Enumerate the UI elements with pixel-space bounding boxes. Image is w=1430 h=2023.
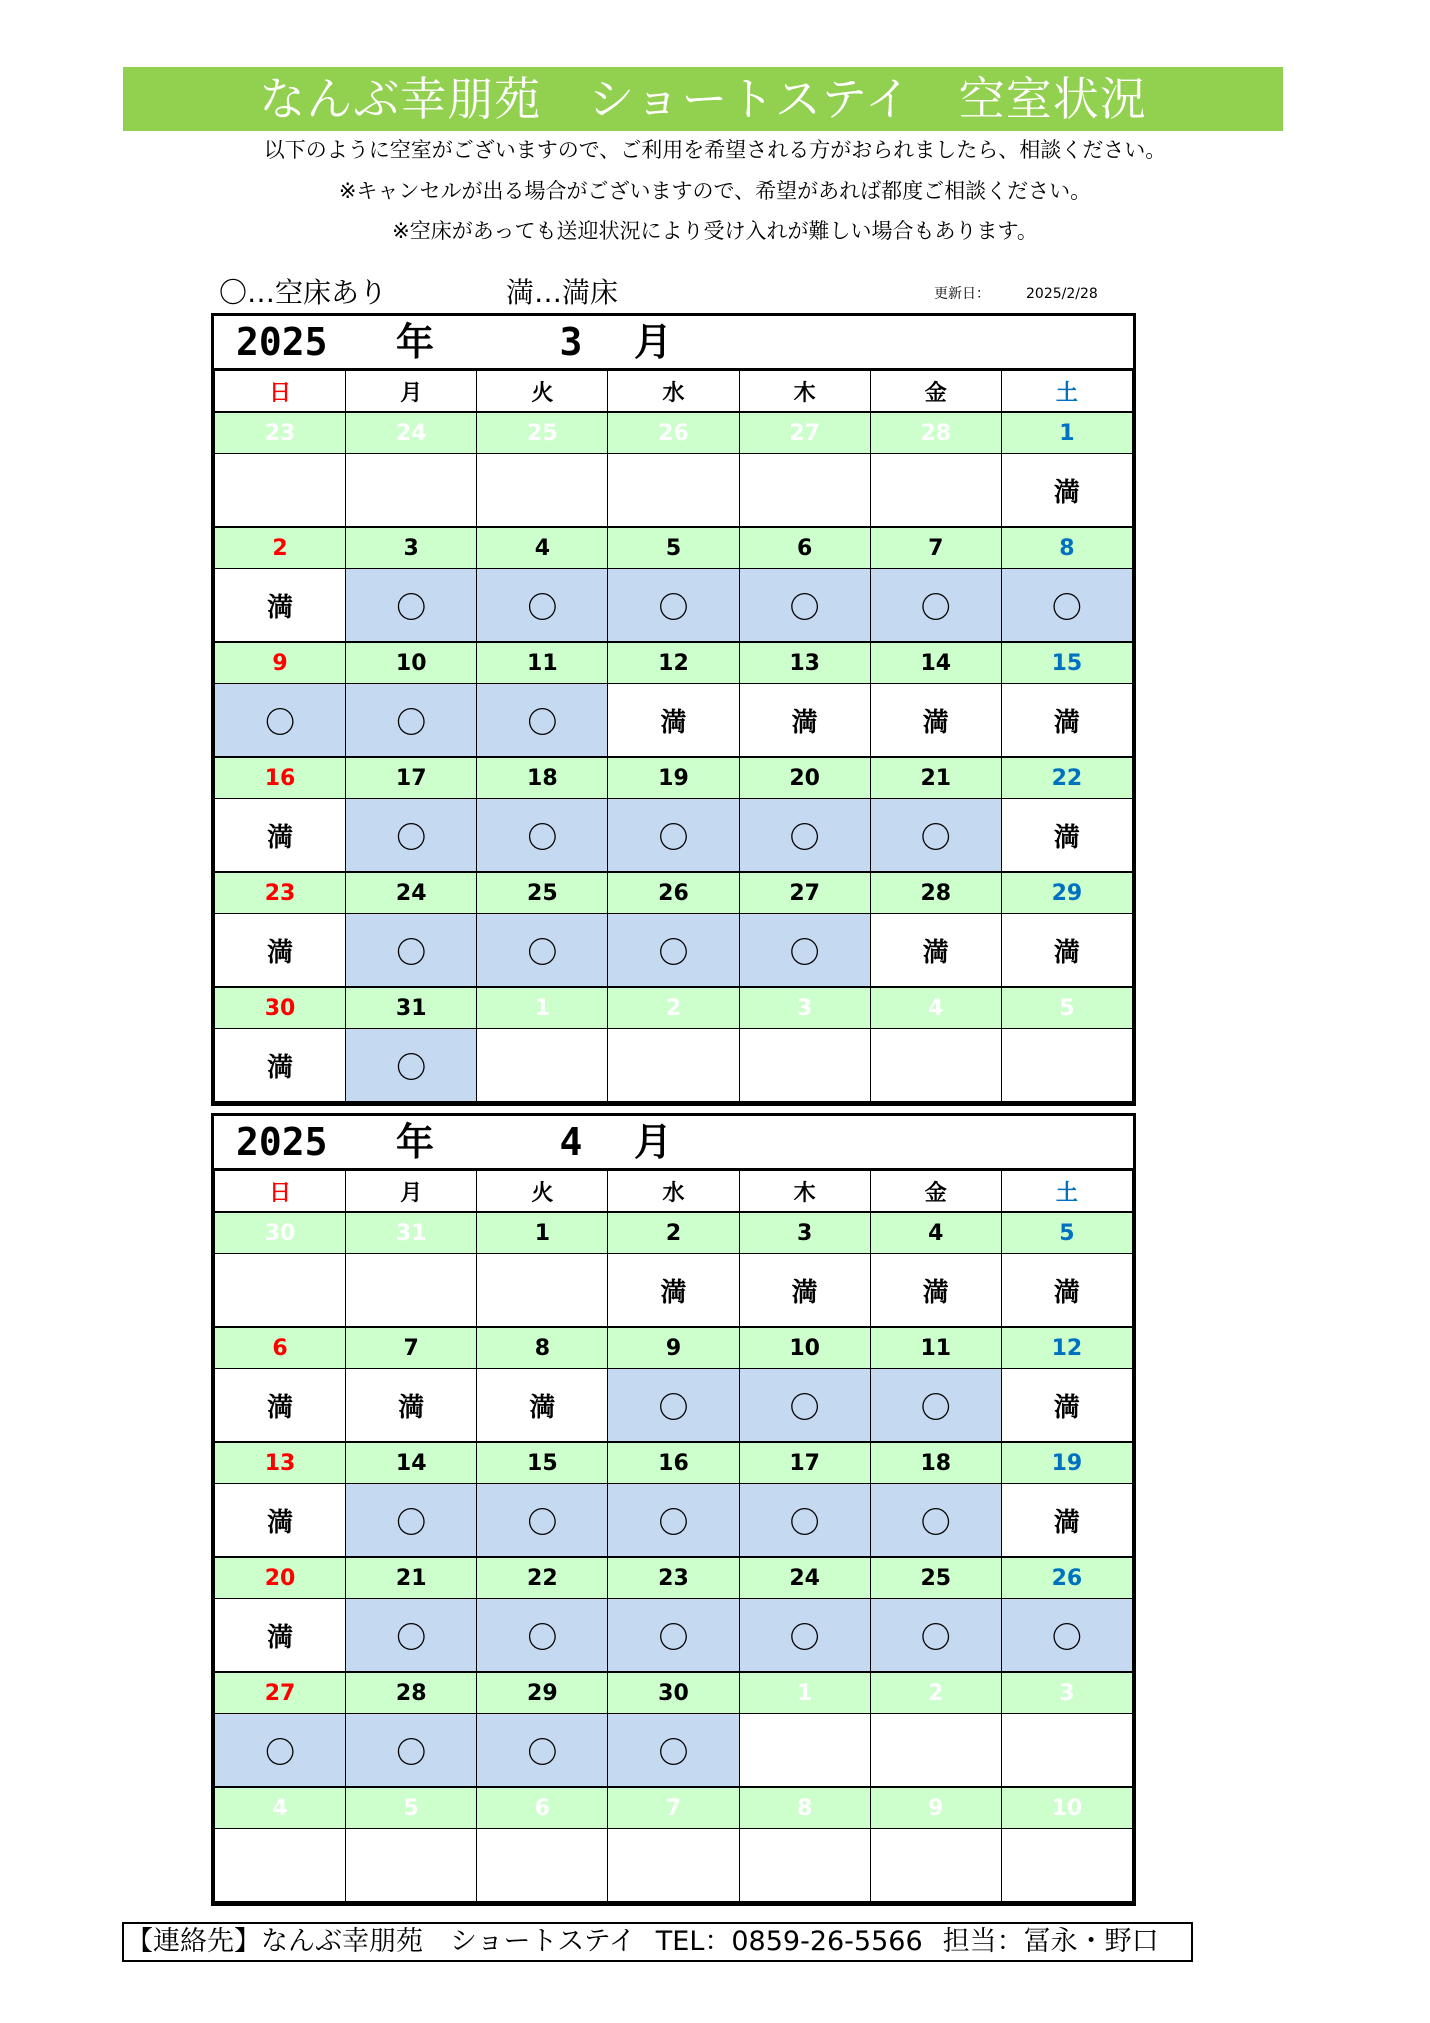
month-unit: 月 [634,320,673,364]
status-cell-full: 満 [1001,1254,1132,1328]
date-cell: 26 [608,872,739,914]
date-cell: 17 [739,1442,870,1484]
status-cell-full: 満 [215,1029,346,1103]
legend-vacant: 〇…空床あり [219,276,388,309]
status-cell-vacant: 〇 [870,1369,1001,1443]
status-cell-full: 満 [215,569,346,643]
date-cell: 8 [1001,527,1132,569]
date-cell: 23 [215,412,346,454]
date-cell: 12 [608,642,739,684]
date-cell: 15 [477,1442,608,1484]
notice-line-2: ※キャンセルが出る場合がございますので、希望があれば都度ご相談ください。 [338,179,1092,203]
status-cell-vacant: 〇 [477,914,608,988]
weekday-header-row [215,371,1133,413]
status-row [215,684,1133,758]
date-cell: 14 [346,1442,477,1484]
updated-label: 更新日： [934,286,990,302]
date-cell: 10 [1001,1787,1132,1829]
date-cell: 29 [477,1672,608,1714]
status-cell-full: 満 [215,799,346,873]
date-cell: 18 [870,1442,1001,1484]
status-cell-full: 満 [608,684,739,758]
status-cell-vacant: 〇 [739,799,870,873]
weekday-label: 火 [477,371,608,413]
date-cell: 20 [739,757,870,799]
status-cell-full: 満 [1001,454,1132,528]
date-cell: 10 [739,1327,870,1369]
contact-label: 【連絡先】 [126,1926,261,1957]
status-cell-vacant: 〇 [477,1714,608,1788]
status-cell-empty [1001,1714,1132,1788]
status-cell-vacant: 〇 [477,569,608,643]
status-cell-empty [215,1254,346,1328]
status-cell-full: 満 [870,914,1001,988]
date-cell: 8 [739,1787,870,1829]
date-cell: 20 [215,1557,346,1599]
calendar-year: 2025 [236,1120,328,1164]
date-cell: 2 [608,1212,739,1254]
status-cell-full: 満 [215,1369,346,1443]
status-cell-empty [477,454,608,528]
date-cell: 13 [215,1442,346,1484]
date-cell: 21 [346,1557,477,1599]
status-row [215,569,1133,643]
status-cell-vacant: 〇 [346,914,477,988]
date-cell: 5 [346,1787,477,1829]
date-cell: 2 [215,527,346,569]
status-row [215,1829,1133,1903]
status-cell-full: 満 [739,684,870,758]
date-cell: 31 [346,1212,477,1254]
date-cell: 25 [477,412,608,454]
date-cell: 28 [346,1672,477,1714]
date-row [215,1672,1133,1714]
status-cell-vacant: 〇 [477,1599,608,1673]
status-cell-vacant: 〇 [477,684,608,758]
date-cell: 21 [870,757,1001,799]
contact-tel: TEL：0859-26-5566 [655,1926,923,1957]
status-row [215,1029,1133,1103]
date-cell: 28 [870,872,1001,914]
status-cell-full: 満 [739,1254,870,1328]
date-cell: 24 [346,872,477,914]
status-cell-empty [870,1029,1001,1103]
status-cell-vacant: 〇 [739,914,870,988]
status-cell-vacant: 〇 [346,569,477,643]
status-cell-empty [739,1829,870,1903]
month-header [214,316,1133,370]
date-cell: 5 [1001,1212,1132,1254]
status-row [215,914,1133,988]
status-cell-vacant: 〇 [346,799,477,873]
calendar-year: 2025 [236,320,328,364]
status-cell-vacant: 〇 [739,1369,870,1443]
date-cell: 2 [608,987,739,1029]
date-cell: 8 [477,1327,608,1369]
weekday-label: 金 [870,371,1001,413]
date-cell: 1 [477,1212,608,1254]
status-row [215,1599,1133,1673]
status-cell-vacant: 〇 [477,799,608,873]
date-cell: 11 [477,642,608,684]
status-cell-full: 満 [346,1369,477,1443]
date-cell: 13 [739,642,870,684]
date-cell: 3 [346,527,477,569]
status-cell-empty [608,1029,739,1103]
status-cell-empty [608,1829,739,1903]
date-cell: 30 [608,1672,739,1714]
date-row [215,527,1133,569]
status-cell-full: 満 [870,684,1001,758]
date-cell: 27 [739,872,870,914]
date-cell: 3 [739,1212,870,1254]
status-row [215,799,1133,873]
date-cell: 26 [608,412,739,454]
date-cell: 19 [1001,1442,1132,1484]
date-cell: 16 [608,1442,739,1484]
status-cell-empty [1001,1829,1132,1903]
status-cell-vacant: 〇 [608,914,739,988]
weekday-label: 木 [739,371,870,413]
weekday-label: 木 [739,1171,870,1213]
status-cell-vacant: 〇 [739,1599,870,1673]
status-cell-vacant: 〇 [1001,1599,1132,1673]
year-unit: 年 [396,320,435,364]
weekday-label: 日 [215,371,346,413]
status-cell-empty [477,1829,608,1903]
date-cell: 22 [477,1557,608,1599]
status-cell-empty [477,1254,608,1328]
status-row [215,1484,1133,1558]
month-header [214,1116,1133,1170]
weekday-label: 月 [346,1171,477,1213]
date-cell: 7 [346,1327,477,1369]
calendar-april [211,1113,1136,1906]
status-cell-full: 満 [608,1254,739,1328]
date-cell: 2 [870,1672,1001,1714]
calendar-march [211,313,1136,1106]
status-cell-empty [215,454,346,528]
status-cell-full: 満 [1001,799,1132,873]
date-row [215,1442,1133,1484]
status-cell-full: 満 [215,914,346,988]
weekday-label: 水 [608,371,739,413]
status-cell-vacant: 〇 [739,1484,870,1558]
status-cell-vacant: 〇 [1001,569,1132,643]
status-cell-full: 満 [215,1484,346,1558]
weekday-label: 土 [1001,371,1132,413]
status-cell-vacant: 〇 [215,1714,346,1788]
status-cell-empty [477,1029,608,1103]
weekday-label: 月 [346,371,477,413]
weekday-label: 金 [870,1171,1001,1213]
date-cell: 6 [477,1787,608,1829]
status-cell-vacant: 〇 [870,1599,1001,1673]
status-cell-vacant: 〇 [346,684,477,758]
status-cell-vacant: 〇 [870,1484,1001,1558]
date-cell: 19 [608,757,739,799]
date-row [215,1327,1133,1369]
status-cell-empty [346,454,477,528]
date-cell: 4 [870,987,1001,1029]
status-cell-vacant: 〇 [608,799,739,873]
page-title: なんぶ幸朋苑 ショートステイ 空室状況 [123,67,1283,131]
date-cell: 23 [215,872,346,914]
date-cell: 5 [608,527,739,569]
date-cell: 4 [477,527,608,569]
status-cell-full: 満 [1001,914,1132,988]
status-cell-vacant: 〇 [608,1714,739,1788]
weekday-label: 火 [477,1171,608,1213]
date-cell: 23 [608,1557,739,1599]
status-cell-vacant: 〇 [608,569,739,643]
date-cell: 18 [477,757,608,799]
calendar-month: 3 [559,320,583,364]
date-row [215,1212,1133,1254]
status-row [215,1254,1133,1328]
date-cell: 30 [215,987,346,1029]
date-cell: 5 [1001,987,1132,1029]
contact-facility: なんぶ幸朋苑 ショートステイ [261,1926,636,1957]
date-row [215,1787,1133,1829]
status-cell-empty [739,454,870,528]
date-cell: 1 [739,1672,870,1714]
date-cell: 10 [346,642,477,684]
status-cell-empty [608,454,739,528]
updated-date [934,283,1098,305]
calendar-month: 4 [559,1120,583,1164]
date-cell: 3 [739,987,870,1029]
date-cell: 11 [870,1327,1001,1369]
date-cell: 26 [1001,1557,1132,1599]
date-cell: 15 [1001,642,1132,684]
date-cell: 31 [346,987,477,1029]
date-cell: 24 [346,412,477,454]
legend-full: 満…満床 [506,276,619,309]
status-cell-vacant: 〇 [739,569,870,643]
status-row [215,454,1133,528]
status-cell-vacant: 〇 [477,1484,608,1558]
status-cell-full: 満 [1001,684,1132,758]
date-cell: 3 [1001,1672,1132,1714]
status-cell-empty [870,454,1001,528]
weekday-label: 土 [1001,1171,1132,1213]
date-cell: 25 [477,872,608,914]
date-row [215,872,1133,914]
status-cell-empty [739,1029,870,1103]
date-cell: 6 [215,1327,346,1369]
date-cell: 16 [215,757,346,799]
status-cell-vacant: 〇 [346,1599,477,1673]
updated-value: 2025/2/28 [1026,286,1098,302]
status-cell-vacant: 〇 [608,1599,739,1673]
status-cell-empty [346,1254,477,1328]
date-cell: 27 [215,1672,346,1714]
status-cell-vacant: 〇 [346,1714,477,1788]
date-cell: 1 [1001,412,1132,454]
notice-line-3: ※空床があっても送迎状況により受け入れが難しい場合もあります。 [392,219,1038,243]
date-cell: 27 [739,412,870,454]
weekday-header-row [215,1171,1133,1213]
status-row [215,1369,1133,1443]
calendar-grid [214,1170,1133,1903]
date-cell: 30 [215,1212,346,1254]
contact-footer [122,1922,1193,1962]
date-row [215,642,1133,684]
date-cell: 4 [215,1787,346,1829]
status-cell-empty [870,1829,1001,1903]
date-cell: 6 [739,527,870,569]
status-cell-full: 満 [1001,1484,1132,1558]
status-cell-empty [870,1714,1001,1788]
date-cell: 12 [1001,1327,1132,1369]
status-cell-vacant: 〇 [346,1029,477,1103]
date-cell: 7 [870,527,1001,569]
date-cell: 14 [870,642,1001,684]
notice-line-1: 以下のように空室がございますので、ご利用を希望される方がおられましたら、相談ください。 [263,138,1167,162]
status-row [215,1714,1133,1788]
date-cell: 1 [477,987,608,1029]
date-cell: 24 [739,1557,870,1599]
date-cell: 9 [608,1327,739,1369]
status-cell-vacant: 〇 [608,1369,739,1443]
date-cell: 29 [1001,872,1132,914]
status-cell-full: 満 [477,1369,608,1443]
status-cell-empty [215,1829,346,1903]
date-row [215,987,1133,1029]
status-cell-vacant: 〇 [870,799,1001,873]
date-cell: 7 [608,1787,739,1829]
weekday-label: 日 [215,1171,346,1213]
date-row [215,1557,1133,1599]
date-cell: 25 [870,1557,1001,1599]
date-cell: 22 [1001,757,1132,799]
status-cell-empty [346,1829,477,1903]
status-cell-empty [739,1714,870,1788]
calendar-grid [214,370,1133,1103]
status-cell-vacant: 〇 [346,1484,477,1558]
date-row [215,412,1133,454]
date-cell: 4 [870,1212,1001,1254]
status-cell-vacant: 〇 [608,1484,739,1558]
contact-person: 担当：冨永・野口 [942,1926,1159,1957]
date-cell: 17 [346,757,477,799]
status-cell-vacant: 〇 [215,684,346,758]
status-cell-full: 満 [215,1599,346,1673]
status-cell-full: 満 [870,1254,1001,1328]
date-row [215,757,1133,799]
status-cell-empty [1001,1029,1132,1103]
year-unit: 年 [396,1120,435,1164]
legend [219,275,618,311]
month-unit: 月 [634,1120,673,1164]
date-cell: 9 [870,1787,1001,1829]
status-cell-full: 満 [1001,1369,1132,1443]
date-cell: 28 [870,412,1001,454]
status-cell-vacant: 〇 [870,569,1001,643]
date-cell: 9 [215,642,346,684]
weekday-label: 水 [608,1171,739,1213]
